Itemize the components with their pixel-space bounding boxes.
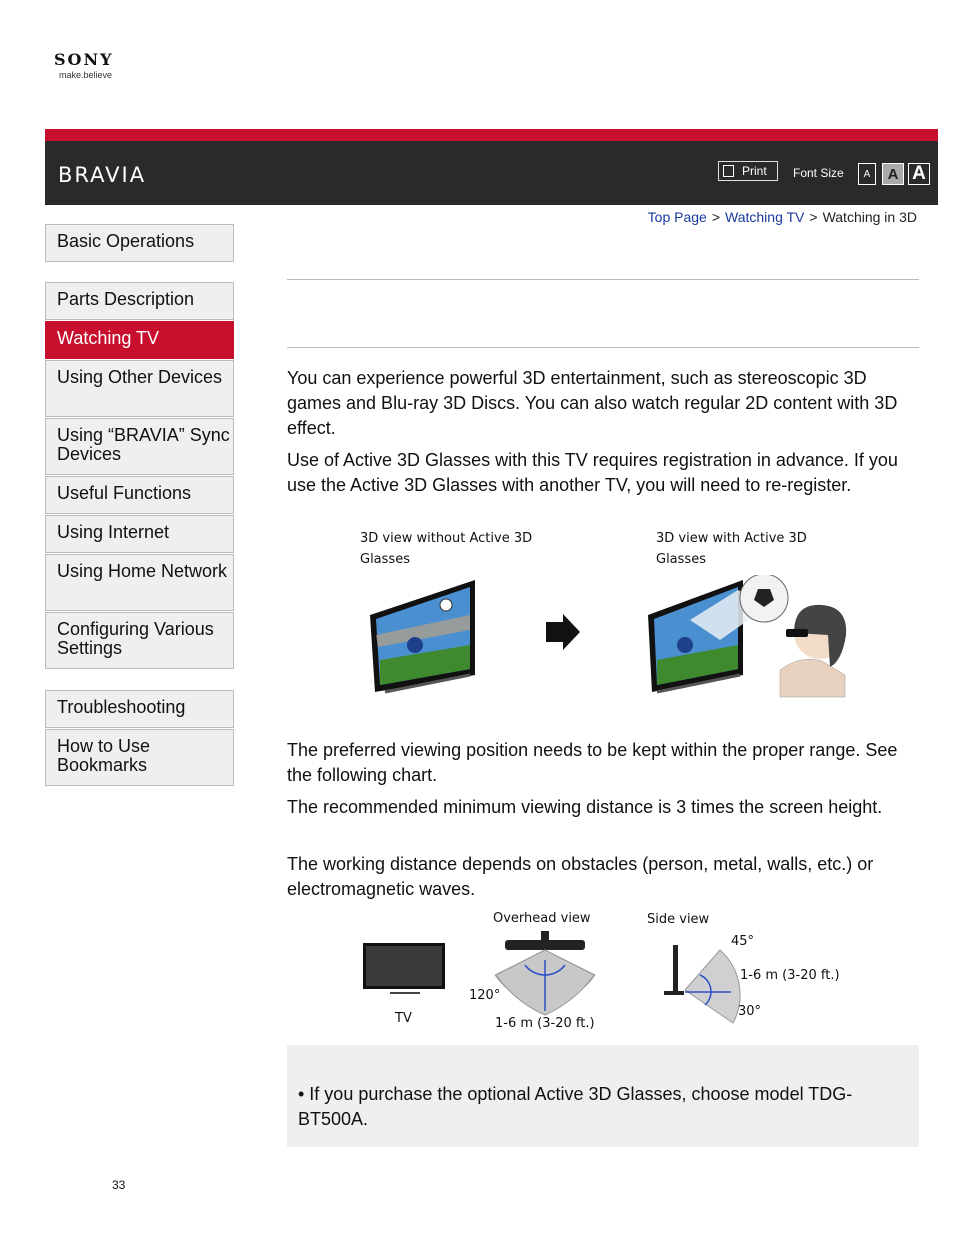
side-angle-bottom-label: 30° (738, 1004, 762, 1019)
font-size-medium-button[interactable]: A (882, 163, 904, 185)
sidebar-item-basic-operations[interactable]: Basic Operations (45, 224, 234, 262)
sidebar-item-watching-tv[interactable]: Watching TV (45, 321, 234, 359)
caption-with-glasses: 3D view with Active 3D Glasses (656, 531, 807, 567)
tv-3d-illustration (648, 575, 788, 692)
brand-tagline: make.believe (59, 70, 113, 80)
overhead-range-diagram (495, 931, 595, 1015)
sidebar-item-useful-functions[interactable]: Useful Functions (45, 476, 234, 514)
tv-label: TV (395, 1011, 412, 1026)
sidebar-item-using-other-devices[interactable]: Using Other Devices (45, 360, 234, 417)
sidebar-item-configuring-settings[interactable]: Configuring Various Settings (45, 612, 234, 669)
sidebar-item-parts-description[interactable]: Parts Description (45, 282, 234, 320)
breadcrumb-top-page[interactable]: Top Page (647, 209, 707, 225)
note-box (287, 1045, 919, 1147)
viewing-distance-paragraph: The recommended minimum viewing distance is 3 times the screen height. (287, 797, 883, 817)
arrow-right-icon (546, 614, 580, 650)
print-icon (723, 165, 734, 177)
tv-front-icon (363, 943, 445, 993)
accent-bar (45, 129, 938, 141)
3d-comparison-figure (360, 575, 860, 700)
note-text: • If you purchase the optional Active 3D Glasses, choose model TDG-BT500A. (298, 1084, 853, 1129)
side-distance-label: 1-6 m (3-20 ft.) (740, 968, 840, 983)
page-number: 33 (112, 1178, 126, 1192)
font-size-large-button[interactable]: A (908, 163, 930, 185)
brand-name: SONY (54, 50, 114, 69)
font-size-label: Font Size (793, 166, 844, 180)
print-button[interactable] (718, 161, 778, 181)
product-logo: BRAVIA (58, 163, 147, 187)
viewer-with-glasses-illustration (780, 605, 846, 697)
breadcrumb-watching-tv[interactable]: Watching TV (725, 209, 805, 225)
sony-logo (54, 52, 114, 80)
viewing-position-paragraph: The preferred viewing position needs to be kept within the proper range. See the following chart. (287, 740, 898, 785)
overhead-angle-label: 120° (469, 988, 501, 1003)
side-range-diagram (664, 945, 740, 1023)
viewing-range-figure (355, 905, 855, 1035)
overhead-view-label: Overhead view (493, 911, 591, 926)
header-bar (45, 141, 938, 205)
side-angle-top-label: 45° (731, 934, 755, 949)
sidebar-item-home-network[interactable]: Using Home Network (45, 554, 234, 611)
sidebar-item-using-internet[interactable]: Using Internet (45, 515, 234, 553)
caption-without-glasses: 3D view without Active 3D Glasses (360, 531, 533, 567)
intro-paragraph: You can experience powerful 3D entertainment, such as stereoscopic 3D games and Blu-ray 3D Discs. You can also watch regular 2D content with 3D effect. (287, 368, 898, 438)
side-view-label: Side view (647, 912, 710, 927)
breadcrumb (648, 209, 917, 225)
tv-2d-illustration (370, 580, 475, 692)
font-size-small-button[interactable]: A (858, 163, 876, 185)
breadcrumb-separator: > (711, 209, 721, 225)
sidebar-item-bravia-sync[interactable]: Using “BRAVIA” Sync Devices (45, 418, 234, 475)
breadcrumb-current: Watching in 3D (822, 209, 917, 225)
registration-paragraph: Use of Active 3D Glasses with this TV requires registration in advance. If you use the Active 3D Glasses with another TV, you will need to re-register. (287, 450, 898, 495)
sidebar-item-troubleshooting[interactable]: Troubleshooting (45, 690, 234, 728)
print-label: Print (742, 164, 767, 178)
breadcrumb-separator: > (809, 209, 818, 225)
working-distance-paragraph: The working distance depends on obstacles (person, metal, walls, etc.) or electromagnetic waves. (287, 854, 874, 899)
sidebar-item-bookmarks[interactable]: How to Use Bookmarks (45, 729, 234, 786)
title-divider-top (287, 279, 919, 280)
overhead-distance-label: 1-6 m (3-20 ft.) (495, 1016, 595, 1031)
title-divider-bottom (287, 347, 919, 348)
